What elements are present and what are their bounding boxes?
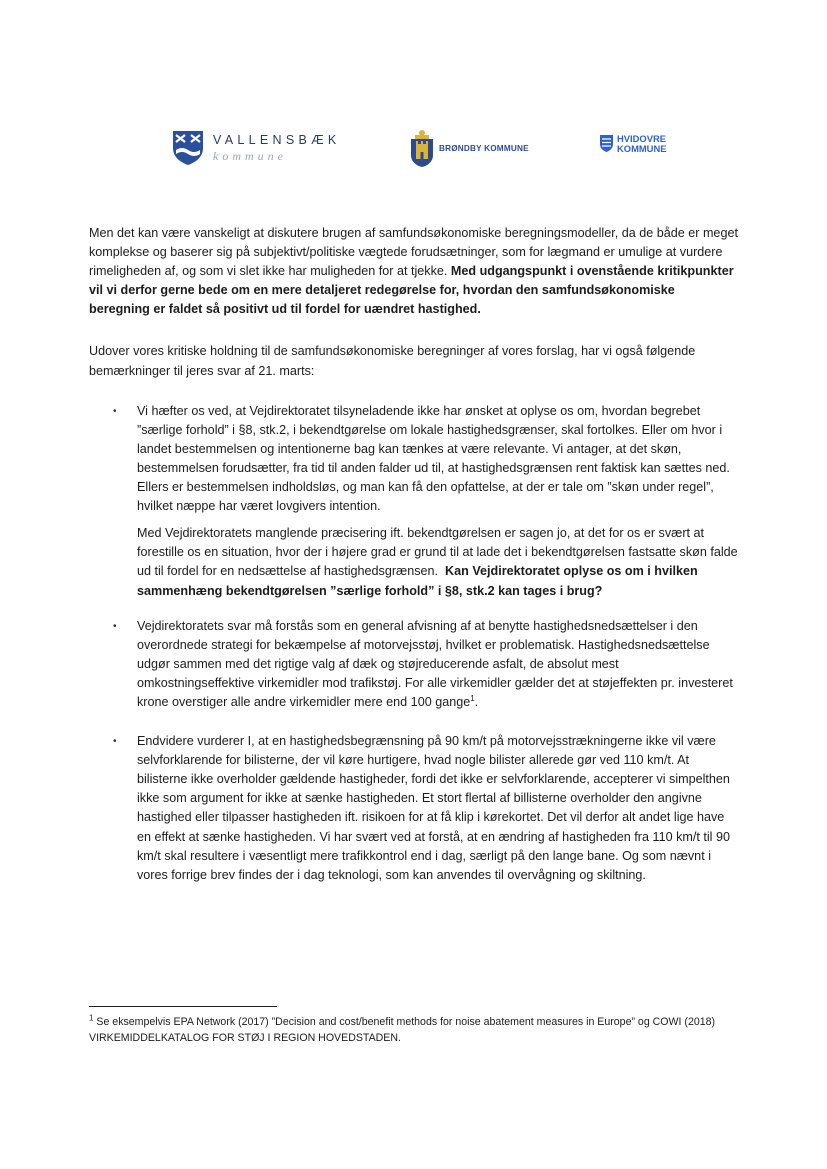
bullet-icon: • bbox=[113, 620, 117, 632]
list-item bbox=[89, 617, 739, 712]
vallensbaek-logo bbox=[172, 130, 341, 166]
list-item bbox=[89, 732, 739, 885]
bullet-text bbox=[137, 617, 739, 712]
vallensbaek-name: VALLENSBÆK bbox=[213, 133, 341, 148]
vallensbaek-subtitle: kommune bbox=[213, 148, 287, 163]
hvidovre-crest-icon bbox=[599, 134, 614, 153]
municipality-logos bbox=[0, 124, 827, 174]
bullet-text-end: . bbox=[474, 694, 479, 709]
brondby-crest-icon bbox=[410, 128, 434, 168]
remarks-list bbox=[89, 402, 739, 885]
bullet-subparagraph bbox=[137, 524, 739, 600]
hvidovre-logo bbox=[599, 134, 666, 153]
footnote bbox=[89, 1014, 739, 1046]
vallensbaek-crest-icon bbox=[172, 130, 204, 166]
hvidovre-name-line2: KOMMUNE bbox=[617, 142, 667, 154]
footnote-divider bbox=[89, 1006, 277, 1007]
bullet-subparagraph-text: Med Vejdirektoratets manglende præcisering ift. bekendtgørelsen er sagen jo, at det for os er svært at forestille os en situation, hvor der i højere grad er grund til at lade det i bekendtgørelsen fastsatte skøn falde ud til fordel for en nedsættelse af hastighedsgrænsen. bbox=[137, 526, 738, 579]
paragraph-models-request: Med udgangspunkt i ovenstående kritikpunkter vil vi derfor gerne bede om en mere detaljeret redegørelse for, hvordan den samfundsøkonomiske beregning er faldet så positivt ud til fordel for uændret hastighed. bbox=[89, 264, 734, 317]
bullet-text-body: Vejdirektoratets svar må forstås som en general afvisning af at benytte hastighedsnedsættelser i den overordnede strategi for bekæmpelse af motorvejsstøj, hvilket er problematisk. Hastighedsnedsættelse udgør sammen med det rigtige valg af dæk og støjreducerende asfalt, de absolut mest omkostningseffektive virkemidler mod trafikstøj. For alle virkemidler gælder det at støjeffekten pr. investeret krone overstiger alle andre virkemidler mere end 100 gange bbox=[137, 618, 733, 709]
paragraph-models-text: Men det kan være vanskeligt at diskutere brugen af samfundsøkonomiske beregningsmodeller, da de både er meget komplekse og baserer sig på subjektivt/politiske vægtede forudsætninger, som for lægmand er umulige at vurdere rimeligheden af, og som vi slet ikke har muligheden for at tjekke. bbox=[89, 226, 738, 279]
bullet-text: Vi hæfter os ved, at Vejdirektoratet tilsyneladende ikke har ønsket at oplyse os om, hvordan begrebet ”særlige forhold” i §8, stk.2, i bekendtgørelse om lokale hastighedsgrænser, skal fortolkes. Eller om hvor i landet bestemmelsen og intentionerne bag kan tænkes at være relevante. Vi antager, at det skøn, bestemmelsen forudsætter, fra tid til anden falder ud til, at hastighedsgrænsen rent faktisk kan sættes ned. Ellers er bestemmelsen indholdsløs, og man kan få den opfattelse, at der er tale om ”skøn under regel”, hvilket næppe har været lovgivers intention. bbox=[137, 403, 730, 514]
bullet-icon: • bbox=[113, 405, 117, 417]
paragraph-intro: Udover vores kritiske holdning til de samfundsøkonomiske beregninger af vores forslag, har vi også følgende bemærkninger til jeres svar af 21. marts: bbox=[89, 344, 696, 378]
bullet-text: Endvidere vurderer I, at en hastighedsbegrænsning på 90 km/t på motorvejsstrækningerne ikke vil være selvforklarende for bilisterne, der vil køre hurtigere, hvad nogle bilister allerede gør ved 110 km/t. At bilisterne ikke overholder gældende hastigheder, fordi det ikke er selvforklarende, accepterer vi simpelthen ikke som argument for ikke at sænke hastigheden. Et stort flertal af billisterne overholder den angivne hastighed eller tilpasser hastigheden ift. risikoen for at få klip i kørekortet. Det vil derfor alt andet lige have en effekt at sænke hastigheden. Vi har svært ved at forstå, at en ændring af hastigheden fra 110 km/t til 90 km/t skal resultere i væsentligt mere trafikkontrol end i dag, særligt på den lange bane. Og som nævnt i vores forrige brev findes der i dag teknologi, som kan anvendes til overvågning og skiltning. bbox=[137, 734, 730, 882]
letter-body bbox=[89, 224, 739, 885]
brondby-name: BRØNDBY KOMMUNE bbox=[439, 143, 529, 153]
list-item bbox=[89, 402, 739, 601]
footnote-reference[interactable]: 1 bbox=[470, 693, 475, 703]
bullet-question: Kan Vejdirektoratet oplyse os om i hvilken sammenhæng bekendtgørelsen ”særlige forhold” i §8, stk.2 kan tages i brug? bbox=[137, 564, 698, 598]
brondby-logo bbox=[410, 128, 529, 168]
hvidovre-name-line1: HVIDOVRE bbox=[617, 133, 666, 144]
paragraph-models bbox=[89, 224, 739, 319]
footnote-text: Se eksempelvis EPA Network (2017) ”Decision and cost/benefit methods for noise abatement measures in Europe” og COWI (2018) VIRKEMIDDELKATALOG FOR STØJ I REGION HOVEDSTADEN. bbox=[89, 1016, 716, 1044]
bullet-icon: • bbox=[113, 736, 117, 748]
footnote-number: 1 bbox=[89, 1013, 94, 1023]
